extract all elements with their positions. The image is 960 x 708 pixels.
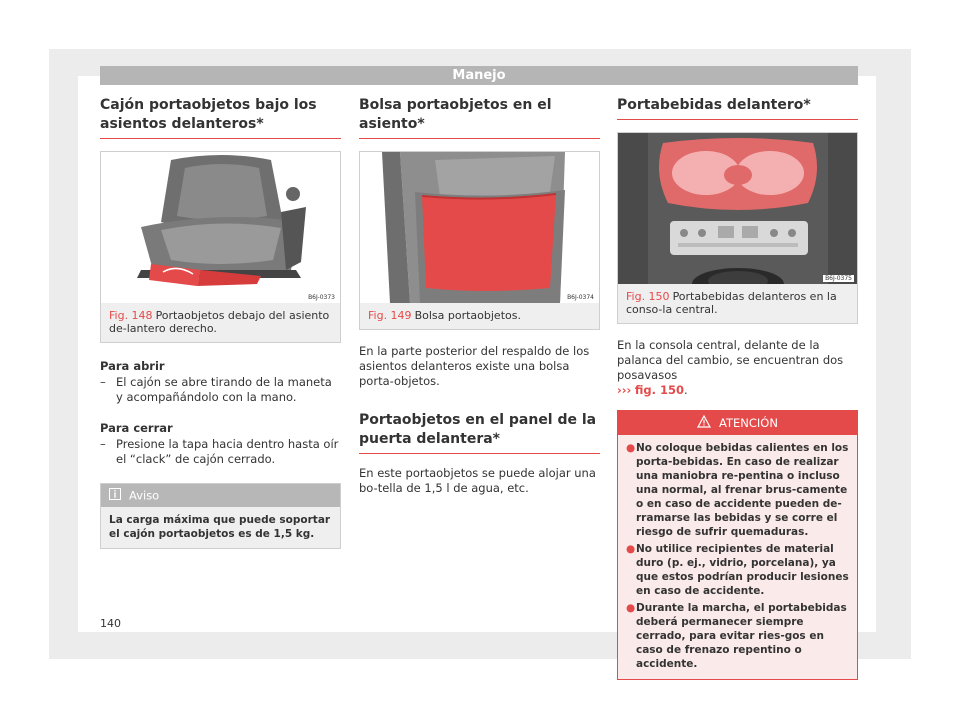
warning-box	[617, 410, 858, 680]
seat-drawer-illustration	[101, 152, 340, 303]
open-step-text: El cajón se abre tirando de la maneta y acompañándolo con la mano.	[116, 375, 332, 404]
figure-149	[359, 151, 600, 330]
figure-caption	[101, 303, 340, 342]
column-seat-drawer	[100, 96, 341, 549]
section-title: Bolsa portaobjetos en el asiento*	[359, 96, 600, 139]
figure-reference-arrows: ›››	[617, 383, 632, 397]
note-header	[101, 484, 340, 507]
close-label: Para cerrar	[100, 421, 173, 435]
paragraph-end: .	[684, 383, 688, 397]
figure-caption-text: Portaobjetos debajo del asiento de-lantero derecho.	[109, 309, 330, 335]
bullet: ●	[626, 602, 636, 614]
paragraph: En la parte posterior del respaldo de los asientos delanteros existe una bolsa porta-objetos.	[359, 344, 590, 388]
dash-bullet: –	[100, 437, 106, 451]
figure-code: B6J-0373	[308, 294, 335, 301]
warning-body	[618, 435, 857, 679]
warning-item	[626, 542, 849, 598]
page-number: 140	[100, 617, 121, 630]
section-title: Cajón portaobjetos bajo los asientos delanteros*	[100, 96, 341, 139]
figure-number: Fig. 149	[368, 309, 412, 322]
column-seat-pocket	[359, 96, 600, 496]
close-step	[100, 437, 341, 467]
figure-number: Fig. 150	[626, 290, 670, 303]
figure-150	[617, 132, 858, 324]
warning-icon	[697, 415, 711, 432]
warning-item-text: No utilice recipientes de material duro (p. ej., vidrio, porcelana), ya que estos podrían producir lesiones en caso de accidente.	[636, 543, 849, 597]
note-title: Aviso	[129, 488, 160, 503]
note-box	[100, 483, 341, 549]
figure-148	[100, 151, 341, 343]
figure-caption	[618, 284, 857, 323]
note-text: La carga máxima que puede soportar el cajón portaobjetos es de 1,5 kg.	[101, 507, 340, 548]
section-header: Manejo	[100, 66, 858, 85]
figure-code: B6J-0374	[567, 294, 594, 301]
warning-item-text: Durante la marcha, el portabebidas deberá permanecer siempre cerrado, para evitar ries-gos en caso de frenazo repentino o accidente.	[636, 602, 847, 670]
warning-title: ATENCIÓN	[719, 416, 778, 430]
warning-item	[626, 441, 849, 539]
paragraph	[617, 338, 858, 398]
figure-number: Fig. 148	[109, 309, 153, 322]
section-title: Portabebidas delantero*	[617, 96, 858, 120]
warning-header	[618, 411, 857, 435]
info-icon	[109, 488, 121, 504]
figure-caption-text: Bolsa portaobjetos.	[414, 309, 521, 322]
bullet: ●	[626, 543, 636, 555]
figure-code: B6J-0375	[825, 275, 852, 282]
subsection-title: Portaobjetos en el panel de la puerta delantera*	[359, 411, 600, 454]
figure-reference-link[interactable]: fig. 150	[634, 383, 685, 397]
figure-caption	[360, 303, 599, 329]
bullet: ●	[626, 442, 636, 454]
close-step-text: Presione la tapa hacia dentro hasta oír el “clack” de cajón cerrado.	[116, 437, 339, 466]
warning-item	[626, 601, 849, 671]
figure-caption-text: Portabebidas delanteros en la conso-la central.	[626, 290, 837, 316]
open-step	[100, 375, 341, 405]
seat-pocket-illustration	[360, 152, 599, 303]
warning-item-text: No coloque bebidas calientes en los porta-bebidas. En caso de realizar una maniobra re-pentina o incluso una normal, al frenar brus-camente o en caso de accidente pueden de-rramarse las bebidas y se corre el riesgo de sufrir quemaduras.	[636, 442, 849, 538]
paragraph-text: En la consola central, delante de la palanca del cambio, se encuentran dos posavasos	[617, 338, 844, 382]
open-label: Para abrir	[100, 359, 165, 373]
column-cup-holder	[617, 96, 858, 680]
dash-bullet: –	[100, 375, 106, 389]
cup-holder-illustration	[618, 133, 857, 284]
paragraph: En este portaobjetos se puede alojar una bo-tella de 1,5 l de agua, etc.	[359, 466, 596, 495]
